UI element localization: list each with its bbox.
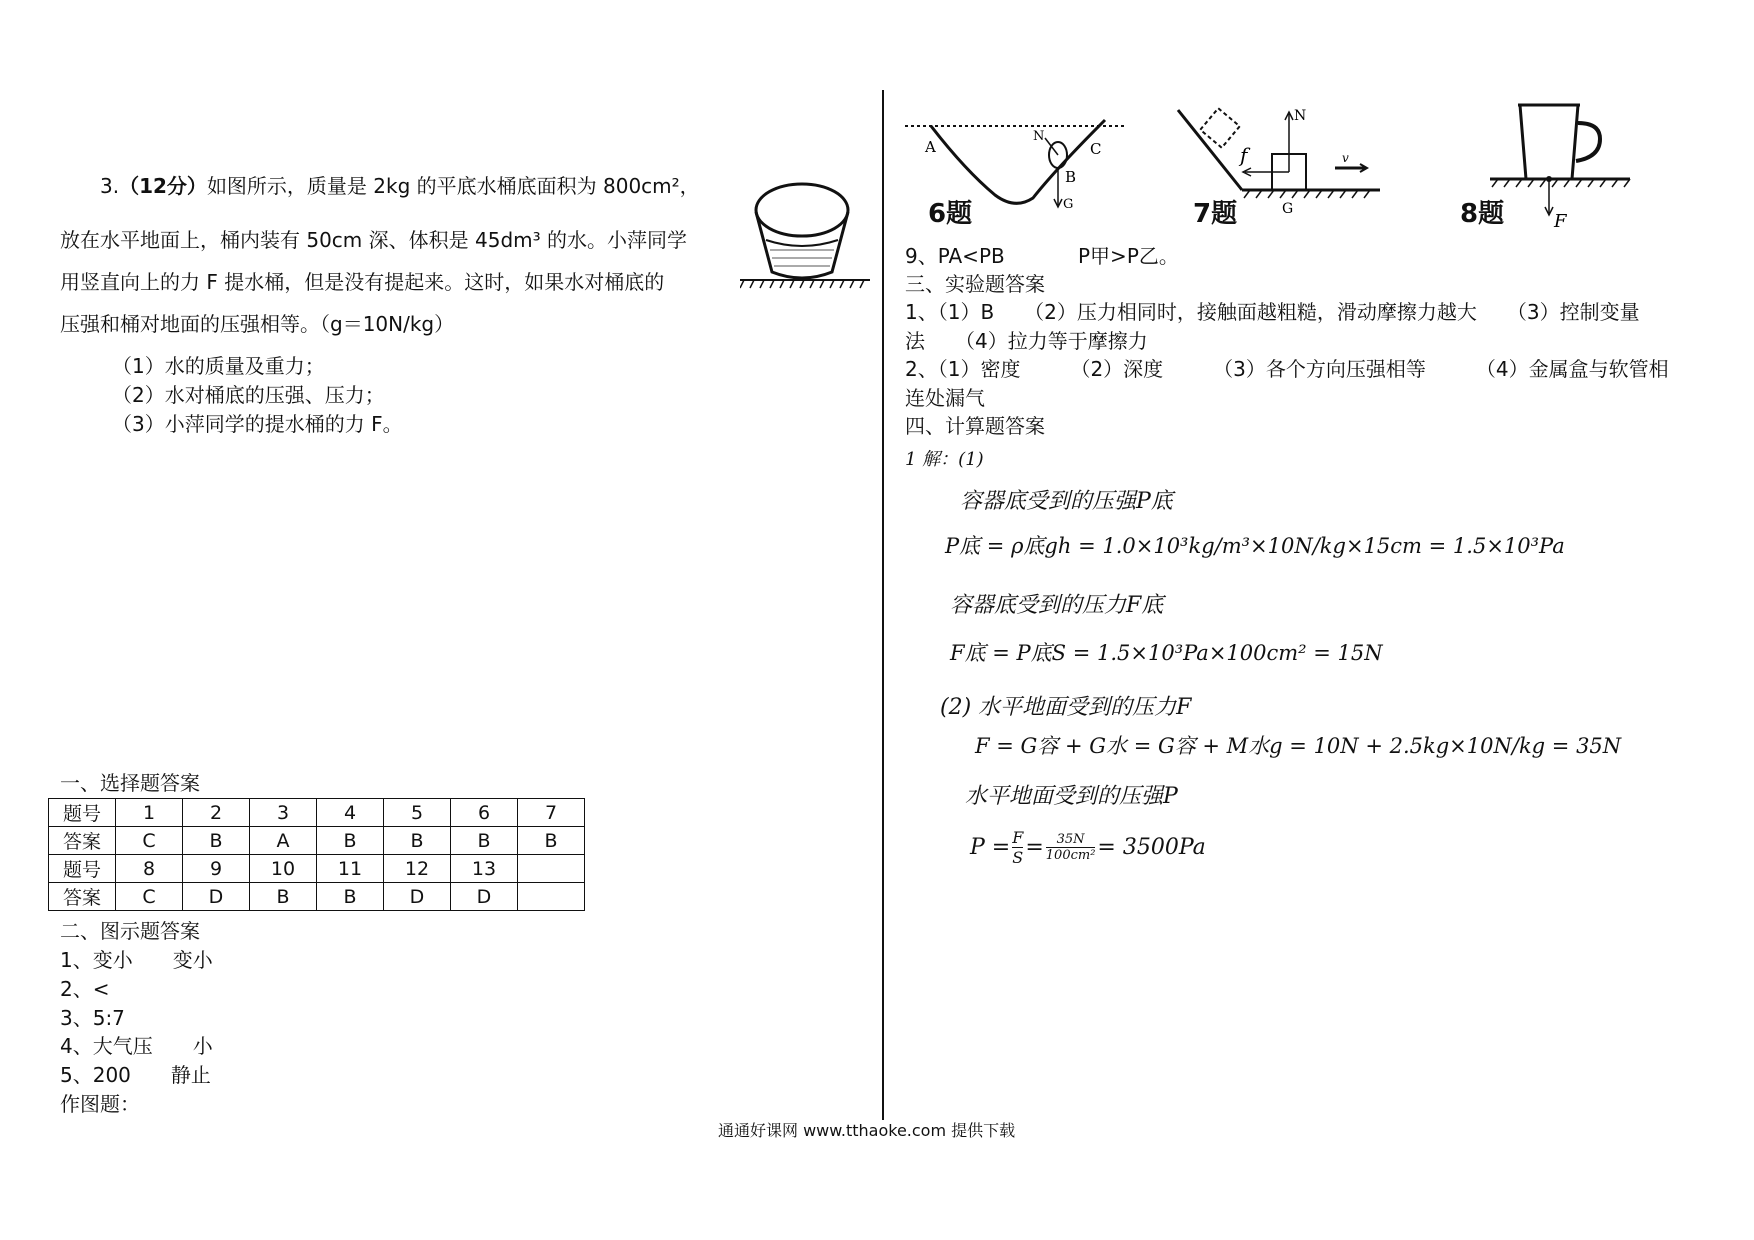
table-cell: 10 [250,855,317,883]
hand-8-lhs: P = [970,835,1011,860]
table-cell: 13 [451,855,518,883]
q3-sub3: （3）小萍同学的提水桶的力 F。 [112,412,403,436]
table-cell: B [183,827,250,855]
table-cell: 9 [183,855,250,883]
fig6-label-a: A [925,138,936,156]
table-row [49,855,585,883]
fig7-label-f: f [1240,143,1248,167]
table-cell [518,883,585,911]
table-cell: 4 [317,799,384,827]
hand-line-4: F底 = P底S = 1.5×10³Pa×100cm² = 15N [950,641,1383,665]
table-cell: B [317,883,384,911]
fig6-caption: 6题 [928,199,973,229]
hand-8-frac1 [1012,828,1023,867]
fig7-label-n: N [1294,108,1307,124]
section2-title: 二、图示题答案 [60,919,200,943]
fig7-caption: 7题 [1193,199,1238,229]
fig7-label-v: v [1342,151,1349,165]
table-cell: 题号 [49,799,116,827]
q3-sub1: （1）水的质量及重力； [112,354,325,378]
table-cell: A [250,827,317,855]
table-cell: 1 [116,799,183,827]
exp2-line1: 2、（1）密度 （2）深度 （3）各个方向压强相等 （4）金属盒与软管相 [905,357,1669,381]
table-cell [518,855,585,883]
hand-line-3: 容器底受到的压力F底 [950,593,1164,618]
fig6-label-n: N [1033,129,1045,144]
table-row [49,799,585,827]
table-cell: 2 [183,799,250,827]
fig6-label-g: G [1063,197,1074,212]
hand-8-frac2-num: 35N [1056,832,1085,847]
q9-left: 9、PA<PB [905,244,1005,268]
table-cell: B [518,827,585,855]
table-cell: C [116,883,183,911]
hand-8-frac2-den: 100cm² [1045,848,1096,863]
table-cell: B [250,883,317,911]
exp1-line1: 1、（1）B （2）压力相同时，接触面越粗糙，滑动摩擦力越大 （3）控制变量 [905,300,1640,324]
footer-text: 通通好课网 www.tthaoke.com 提供下载 [718,1121,1016,1140]
section3-title: 三、实验题答案 [905,272,1045,296]
hand-line-8 [970,828,1206,867]
hand-line-5: (2) 水平地面受到的压力F [940,695,1192,720]
hand-line-6: F = G容 + G水 = G容 + M水g = 10N + 2.5kg×10N/kg = 35N [975,734,1622,758]
hand-8-frac1-num: F [1012,828,1024,847]
q9-right: P甲>P乙。 [1078,244,1179,268]
fig6-label-b: B [1065,168,1077,186]
hand-line-0: 1 解：(1) [905,449,984,470]
section2-item-6: 作图题： [60,1092,140,1116]
table-cell: 12 [384,855,451,883]
table-row [49,827,585,855]
bucket-figure [740,180,870,295]
section2-item-5: 5、200 静止 [60,1063,211,1087]
answer-table [48,798,585,911]
hand-line-7: 水平地面受到的压强P [965,784,1178,809]
table-cell: B [317,827,384,855]
q3-number: 3. [100,174,120,198]
table-cell: 8 [116,855,183,883]
hand-8-rhs: = 3500Pa [1097,835,1206,860]
table-cell: D [384,883,451,911]
table-cell: 7 [518,799,585,827]
section2-item-2: 2、< [60,977,110,1001]
q3-sub2: （2）水对桶底的压强、压力； [112,383,385,407]
table-cell: 11 [317,855,384,883]
q3-line4: 压强和桶对地面的压强相等。（g＝10N/kg） [60,312,455,336]
hand-8-mid: = [1025,835,1044,860]
section2-item-1: 1、变小 变小 [60,948,213,972]
fig8-caption: 8题 [1460,199,1505,229]
hand-8-frac1-den: S [1012,848,1024,867]
table-cell: 6 [451,799,518,827]
table-cell: 5 [384,799,451,827]
q3-text-1: 如图所示，质量是 2kg 的平底水桶底面积为 800cm²， [206,174,700,198]
fig7-label-g: G [1282,201,1294,217]
fig6-label-c: C [1090,140,1102,158]
hand-line-2: P底 = ρ底gh = 1.0×10³kg/m³×10N/kg×15cm = 1.5×10³Pa [945,534,1565,558]
section1-title: 一、选择题答案 [60,771,200,795]
table-cell: B [451,827,518,855]
column-divider [882,90,884,1120]
table-row [49,883,585,911]
q3-line1 [100,166,700,206]
q3-score: （12分） [119,174,207,198]
exp1-line2: 法 （4）拉力等于摩擦力 [905,329,1148,353]
hand-line-1: 容器底受到的压强P底 [960,489,1173,514]
table-cell: D [451,883,518,911]
exp2-line2: 连处漏气 [905,386,985,410]
hand-8-frac2 [1046,832,1096,863]
table-cell: 答案 [49,827,116,855]
section4-title: 四、计算题答案 [905,414,1045,438]
table-cell: D [183,883,250,911]
table-cell: 答案 [49,883,116,911]
section2-item-4: 4、大气压 小 [60,1034,213,1058]
fig8-label-f: F [1554,211,1567,232]
q3-line2: 放在水平地面上，桶内装有 50cm 深、体积是 45dm³ 的水。小萍同学 [60,228,688,252]
table-cell: 题号 [49,855,116,883]
q3-line3: 用竖直向上的力 F 提水桶，但是没有提起来。这时，如果水对桶底的 [60,270,665,294]
section2-item-3: 3、5:7 [60,1006,125,1030]
figure-8 [1490,95,1640,235]
table-cell: C [116,827,183,855]
table-cell: 3 [250,799,317,827]
table-cell: B [384,827,451,855]
